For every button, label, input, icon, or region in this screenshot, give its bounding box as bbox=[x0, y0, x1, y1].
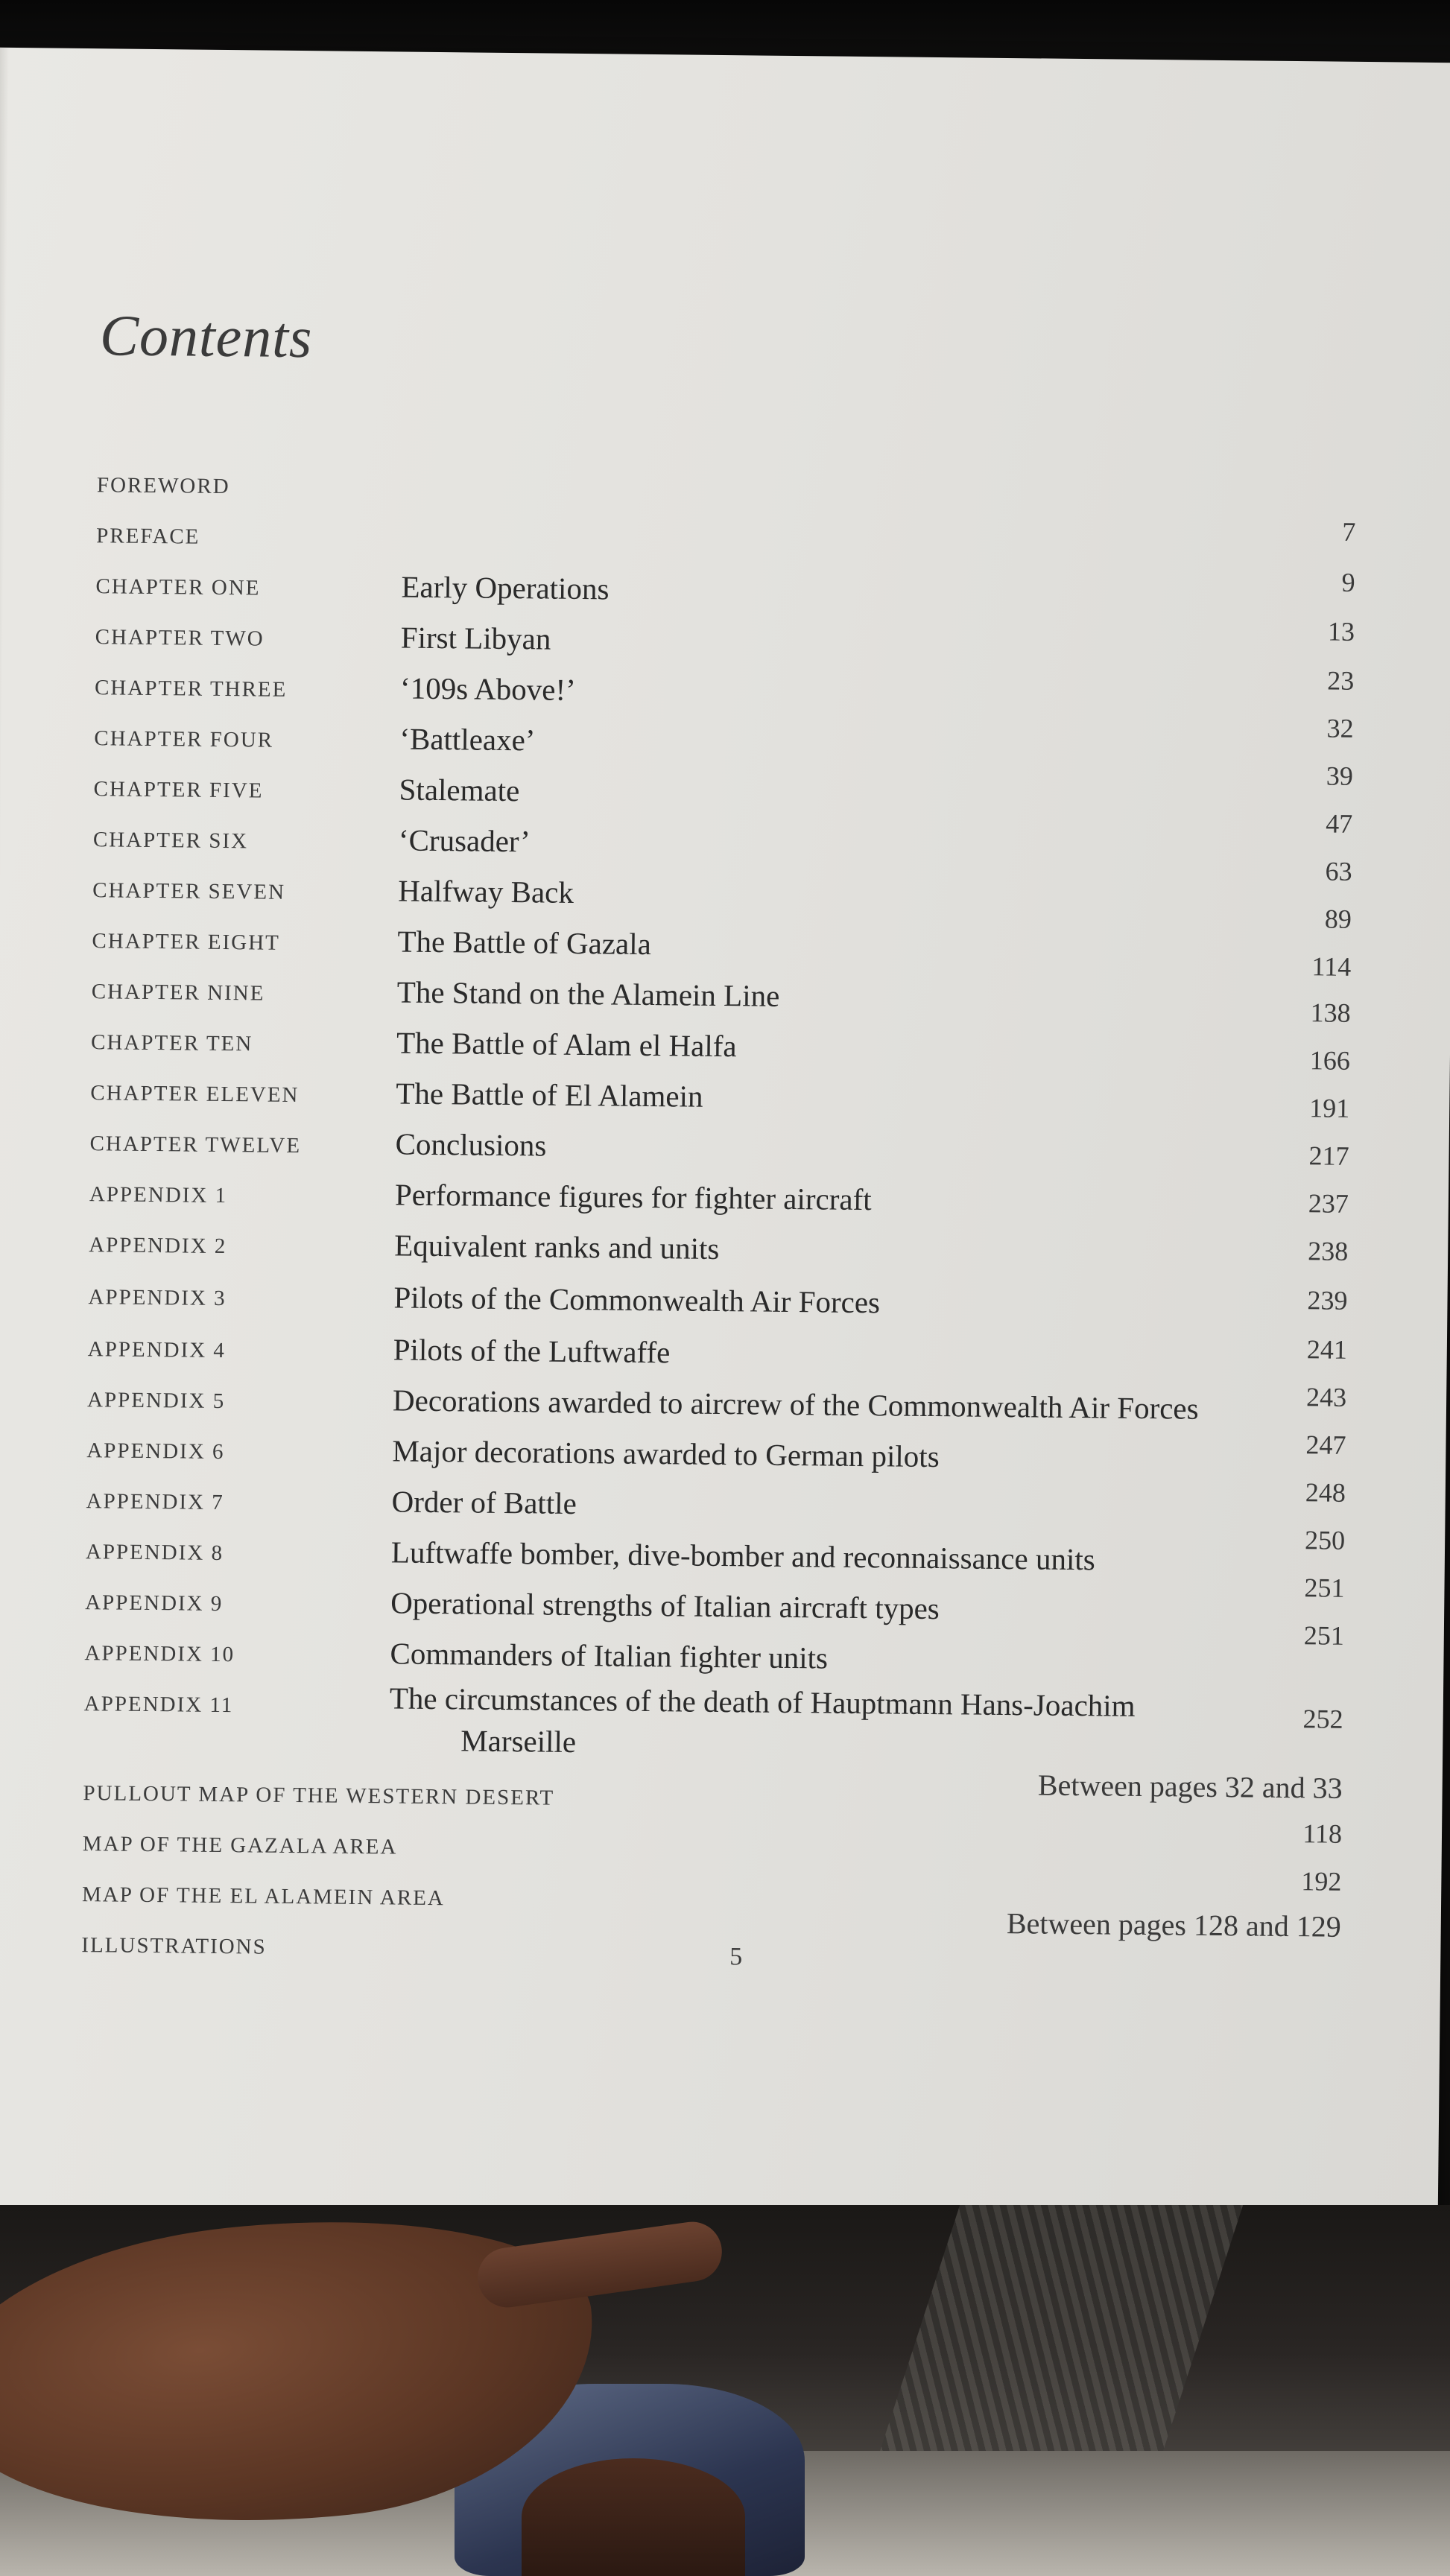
toc-title: Halfway Back bbox=[397, 873, 574, 910]
toc-title-line: The circumstances of the death of Hauptmann Hans-Joachim bbox=[389, 1681, 1136, 1723]
contents-heading: Contents bbox=[99, 302, 313, 370]
toc-page-number: 252 bbox=[1302, 1704, 1343, 1734]
toc-label: APPENDIX 10 bbox=[84, 1641, 235, 1667]
toc-entry-illustrations bbox=[0, 1906, 1440, 2000]
toc-page-number: 13 bbox=[1327, 616, 1355, 647]
toc-label: APPENDIX 6 bbox=[86, 1438, 225, 1465]
toc-title: Pilots of the Luftwaffe bbox=[393, 1332, 671, 1370]
toc-page-number: 238 bbox=[1308, 1236, 1349, 1266]
toc-title: Major decorations awarded to German pilots bbox=[392, 1433, 940, 1474]
toc-title: Performance figures for fighter aircraft bbox=[394, 1177, 872, 1217]
toc-title: Conclusions bbox=[395, 1126, 547, 1163]
toc-label: CHAPTER FOUR bbox=[94, 726, 274, 752]
toc-page-number: 47 bbox=[1326, 808, 1353, 839]
toc-title: The Stand on the Alamein Line bbox=[396, 974, 780, 1013]
toc-page-number: Between pages 128 and 129 bbox=[1006, 1906, 1341, 1944]
toc-title: Stalemate bbox=[399, 772, 520, 808]
toc-page-number: 7 bbox=[1342, 516, 1356, 547]
book-page bbox=[0, 48, 1450, 2262]
toc-entry-appendix-11 bbox=[0, 1681, 1443, 1760]
toc-title: Early Operations bbox=[401, 569, 610, 606]
toc-title: The Battle of Alam el Halfa bbox=[396, 1025, 737, 1064]
toc-page-number: 241 bbox=[1306, 1334, 1348, 1365]
page-folio: 5 bbox=[729, 1943, 743, 1971]
toc-label: CHAPTER THREE bbox=[94, 676, 288, 702]
toc-label: APPENDIX 2 bbox=[89, 1233, 227, 1259]
toc-label: CHAPTER SIX bbox=[92, 828, 249, 854]
toc-title bbox=[389, 1677, 1314, 1770]
toc-page-number: 247 bbox=[1305, 1430, 1346, 1460]
toc-label: CHAPTER TEN bbox=[90, 1030, 253, 1056]
toc-label: FOREWORD bbox=[96, 473, 230, 499]
toc-title: First Libyan bbox=[400, 620, 551, 656]
toc-label: PULLOUT MAP OF THE WESTERN DESERT bbox=[83, 1781, 555, 1810]
toc-title-continuation: Marseille bbox=[460, 1723, 577, 1760]
toc-label: CHAPTER SEVEN bbox=[92, 878, 286, 904]
toc-label: APPENDIX 7 bbox=[86, 1489, 224, 1515]
toc-title: ‘109s Above!’ bbox=[399, 670, 577, 707]
toc-label: MAP OF THE GAZALA AREA bbox=[82, 1832, 398, 1859]
toc-page-number: 138 bbox=[1310, 997, 1351, 1028]
toc-label: PREFACE bbox=[96, 524, 200, 549]
toc-label: CHAPTER TWELVE bbox=[89, 1132, 302, 1158]
toc-label: APPENDIX 9 bbox=[85, 1590, 224, 1617]
toc-title: Decorations awarded to aircrew of the Commonwealth Air Forces bbox=[392, 1383, 1199, 1426]
toc-page-number: 250 bbox=[1304, 1525, 1346, 1555]
toc-label: CHAPTER EIGHT bbox=[92, 929, 281, 955]
toc-title: ‘Battleaxe’ bbox=[399, 721, 536, 758]
leg-shape bbox=[522, 2458, 745, 2576]
toc-page-number: 239 bbox=[1307, 1285, 1348, 1316]
toc-page-number: 63 bbox=[1325, 856, 1352, 886]
toc-page-number: 191 bbox=[1309, 1093, 1350, 1123]
toc-label: CHAPTER NINE bbox=[91, 980, 265, 1006]
toc-page-number: 166 bbox=[1309, 1045, 1351, 1076]
toc-title: The Battle of El Alamein bbox=[396, 1076, 703, 1114]
toc-label: APPENDIX 5 bbox=[86, 1388, 226, 1414]
toc-title: Commanders of Italian fighter units bbox=[390, 1636, 829, 1675]
toc-label: CHAPTER ELEVEN bbox=[90, 1081, 300, 1108]
toc-page-number: 248 bbox=[1305, 1477, 1346, 1508]
toc-page-number: 217 bbox=[1308, 1141, 1349, 1171]
toc-label: APPENDIX 1 bbox=[89, 1182, 228, 1208]
toc-page-number: 251 bbox=[1303, 1620, 1345, 1651]
toc-page-number: 243 bbox=[1305, 1382, 1347, 1412]
toc-title: Order of Battle bbox=[391, 1484, 577, 1521]
toc-label: APPENDIX 8 bbox=[85, 1540, 224, 1566]
toc-page-number: 251 bbox=[1304, 1573, 1345, 1603]
toc-title: ‘Crusader’ bbox=[398, 822, 531, 859]
toc-title: Operational strengths of Italian aircraft types bbox=[390, 1585, 940, 1626]
toc-page-number: 114 bbox=[1311, 951, 1352, 982]
toc-title: The Battle of Gazala bbox=[397, 924, 652, 962]
toc-title: Pilots of the Commonwealth Air Forces bbox=[393, 1280, 881, 1320]
toc-title: Equivalent ranks and units bbox=[394, 1228, 720, 1266]
toc-page-number: 192 bbox=[1301, 1866, 1342, 1897]
toc-page-number: 118 bbox=[1302, 1818, 1343, 1849]
toc-label: MAP OF THE EL ALAMEIN AREA bbox=[81, 1882, 445, 1911]
toc-label: CHAPTER ONE bbox=[95, 574, 261, 600]
toc-label: APPENDIX 3 bbox=[88, 1285, 227, 1311]
toc-page-number: 23 bbox=[1327, 665, 1355, 696]
toc-page-number: 89 bbox=[1324, 904, 1352, 934]
toc-page-number: 39 bbox=[1326, 761, 1354, 791]
toc-page-number: 32 bbox=[1326, 713, 1354, 743]
toc-label: CHAPTER TWO bbox=[95, 625, 265, 651]
toc-page-number: 237 bbox=[1308, 1188, 1349, 1219]
toc-label: APPENDIX 4 bbox=[87, 1337, 227, 1363]
toc-label: APPENDIX 11 bbox=[83, 1692, 234, 1718]
toc-title: Luftwaffe bomber, dive-bomber and reconnaissance units bbox=[390, 1535, 1095, 1577]
toc-label: ILLUSTRATIONS bbox=[81, 1933, 267, 1959]
toc-label: CHAPTER FIVE bbox=[93, 777, 264, 803]
toc-page-number: 9 bbox=[1341, 567, 1355, 597]
toc-page-number: Between pages 32 and 33 bbox=[1037, 1768, 1343, 1805]
